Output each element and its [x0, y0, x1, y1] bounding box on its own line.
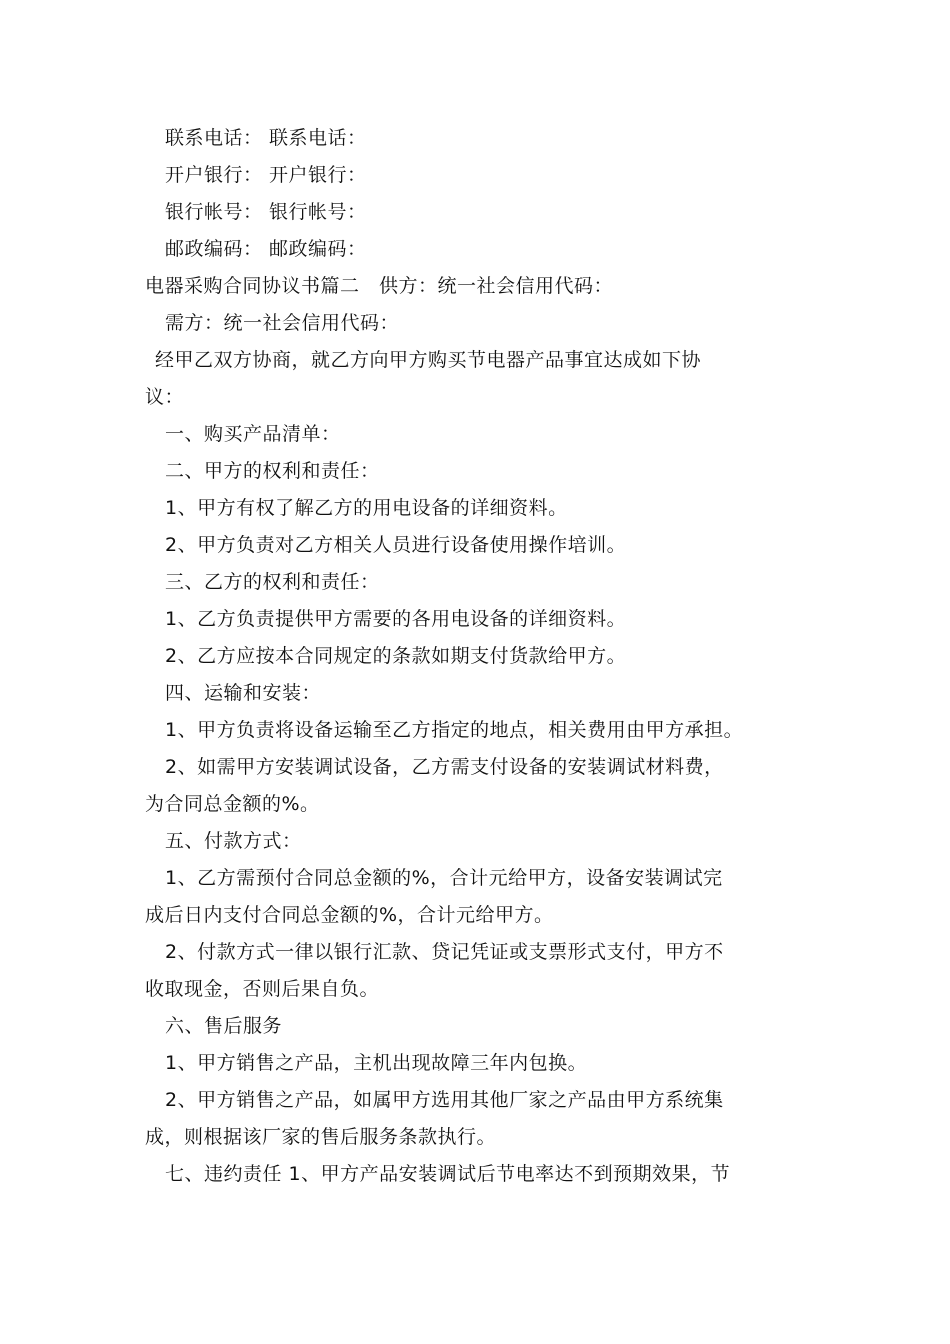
- agreement-intro-cont: 议：: [145, 386, 185, 408]
- clause-4-item-2-cont: 为合同总金额的%。: [145, 793, 320, 815]
- contact-phone-line: 联系电话： 联系电话：: [165, 127, 367, 149]
- clause-4-item-1: 1、甲方负责将设备运输至乙方指定的地点，相关费用由甲方承担。: [165, 719, 744, 741]
- document-body: [145, 120, 815, 1193]
- clause-5-item-1: 1、乙方需预付合同总金额的%，合计元给甲方，设备安装调试完: [165, 867, 723, 889]
- clause-2-item-2: 2、甲方负责对乙方相关人员进行设备使用操作培训。: [165, 534, 627, 556]
- clause-3-item-1: 1、乙方负责提供甲方需要的各用电设备的详细资料。: [165, 608, 627, 630]
- clause-5-heading: 五、付款方式：: [165, 830, 302, 852]
- agreement-intro-line: 经甲乙双方协商，就乙方向甲方购买节电器产品事宜达成如下协: [155, 349, 702, 371]
- clause-4-heading: 四、运输和安装：: [165, 682, 322, 704]
- clause-6-item-1: 1、甲方销售之产品，主机出现故障三年内包换。: [165, 1052, 588, 1074]
- clause-1-heading: 一、购买产品清单：: [165, 423, 341, 445]
- clause-6-heading: 六、售后服务: [165, 1015, 283, 1037]
- clause-4-item-2: 2、如需甲方安装调试设备，乙方需支付设备的安装调试材料费，: [165, 756, 724, 778]
- clause-5-item-1-cont: 成后日内支付合同总金额的%，合计元给甲方。: [145, 904, 554, 926]
- clause-3-heading: 三、乙方的权利和责任：: [165, 571, 380, 593]
- clause-2-heading: 二、甲方的权利和责任：: [165, 460, 380, 482]
- postal-code-line: 邮政编码： 邮政编码：: [165, 238, 367, 260]
- buyer-line: 需方：统一社会信用代码：: [165, 312, 400, 334]
- bank-name-line: 开户银行： 开户银行：: [165, 164, 367, 186]
- clause-6-item-2: 2、甲方销售之产品，如属甲方选用其他厂家之产品由甲方系统集: [165, 1089, 724, 1111]
- bank-account-line: 银行帐号： 银行帐号：: [165, 201, 367, 223]
- clause-6-item-2-cont: 成，则根据该厂家的售后服务条款执行。: [145, 1126, 497, 1148]
- section-title-line: 电器采购合同协议书篇二 供方：统一社会信用代码：: [145, 275, 614, 297]
- clause-3-item-2: 2、乙方应按本合同规定的条款如期支付货款给甲方。: [165, 645, 627, 667]
- clause-5-item-2: 2、付款方式一律以银行汇款、贷记凭证或支票形式支付，甲方不: [165, 941, 724, 963]
- clause-7-heading: 七、违约责任 1、甲方产品安装调试后节电率达不到预期效果，节: [165, 1163, 731, 1185]
- clause-5-item-2-cont: 收取现金，否则后果自负。: [145, 978, 380, 1000]
- clause-2-item-1: 1、甲方有权了解乙方的用电设备的详细资料。: [165, 497, 568, 519]
